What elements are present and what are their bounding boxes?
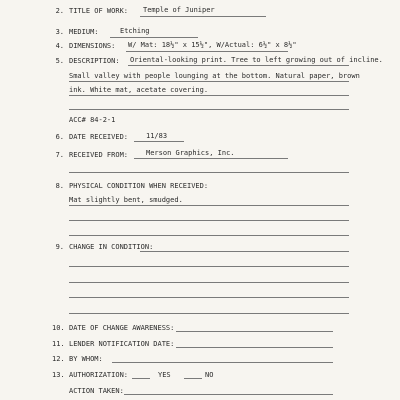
title-value: Temple of Juniper: [143, 6, 215, 14]
change-condition-rule-5: [69, 313, 349, 314]
item-number-12: 12.: [52, 355, 65, 363]
item-number-2: 2.: [55, 7, 64, 15]
item-number-9: 9.: [55, 243, 64, 251]
date-received-label: DATE RECEIVED:: [69, 133, 129, 141]
description-rule-1: [128, 65, 349, 66]
item-number-6: 6.: [55, 133, 64, 141]
title-label: TITLE OF WORK:: [69, 7, 129, 15]
physical-condition-value: Mat slightly bent, smudged.: [69, 196, 183, 204]
date-received-value: 11/83: [146, 132, 168, 140]
physical-condition-rule-2: [69, 220, 349, 221]
change-condition-rule-3: [69, 282, 349, 283]
description-rule-3: [69, 95, 349, 96]
physical-condition-rule-3: [69, 235, 349, 236]
item-number-11: 11.: [52, 340, 65, 348]
description-label: DESCRIPTION:: [69, 57, 120, 65]
change-awareness-label: DATE OF CHANGE AWARENESS:: [69, 324, 175, 332]
no-checkbox-line[interactable]: [184, 378, 202, 379]
yes-label: YES: [158, 371, 171, 379]
physical-condition-rule-1: [69, 205, 349, 206]
description-line-1: Oriental-looking print. Tree to left growing out of incline.: [130, 56, 383, 64]
yes-checkbox-line[interactable]: [132, 378, 150, 379]
description-rule-4: [69, 109, 349, 110]
received-from-label: RECEIVED FROM:: [69, 151, 129, 159]
received-from-rule-2: [69, 172, 349, 173]
action-taken-label: ACTION TAKEN:: [69, 387, 124, 395]
no-label: NO: [205, 371, 214, 379]
change-condition-rule-2: [69, 266, 349, 267]
description-rule-2: [69, 81, 349, 82]
medium-line: [110, 37, 198, 38]
received-from-line: [134, 158, 288, 159]
dimensions-line: [126, 51, 288, 52]
lender-notification-line: [176, 347, 333, 348]
acc-number: ACC# 84-2-1: [69, 116, 116, 124]
dimensions-value: W/ Mat: 18½" x 15½", W/Actual: 6½" x 8½": [128, 41, 297, 49]
date-received-line: [134, 141, 184, 142]
title-line: [140, 16, 266, 17]
description-line-3: ink. White mat, acetate covering.: [69, 86, 209, 94]
item-number-10: 10.: [52, 324, 65, 332]
dimensions-label: DIMENSIONS:: [69, 42, 116, 50]
by-whom-label: BY WHOM:: [69, 355, 103, 363]
medium-value: Etching: [120, 27, 150, 35]
change-condition-label: CHANGE IN CONDITION:: [69, 243, 154, 251]
description-line-2: Small valley with people lounging at the bottom. Natural paper, brown: [69, 72, 360, 80]
item-number-4: 4.: [55, 42, 64, 50]
item-number-5: 5.: [55, 57, 64, 65]
lender-notification-label: LENDER NOTIFICATION DATE:: [69, 340, 175, 348]
item-number-3: 3.: [55, 28, 64, 36]
physical-condition-label: PHYSICAL CONDITION WHEN RECEIVED:: [69, 182, 209, 190]
authorization-label: AUTHORIZATION:: [69, 371, 129, 379]
received-from-value: Merson Graphics, Inc.: [146, 149, 235, 157]
change-awareness-line: [176, 331, 333, 332]
item-number-7: 7.: [55, 151, 64, 159]
action-taken-line: [124, 394, 333, 395]
change-condition-rule-4: [69, 297, 349, 298]
by-whom-line: [112, 362, 333, 363]
medium-label: MEDIUM:: [69, 28, 99, 36]
item-number-8: 8.: [55, 182, 64, 190]
item-number-13: 13.: [52, 371, 65, 379]
change-condition-rule-1: [140, 251, 349, 252]
